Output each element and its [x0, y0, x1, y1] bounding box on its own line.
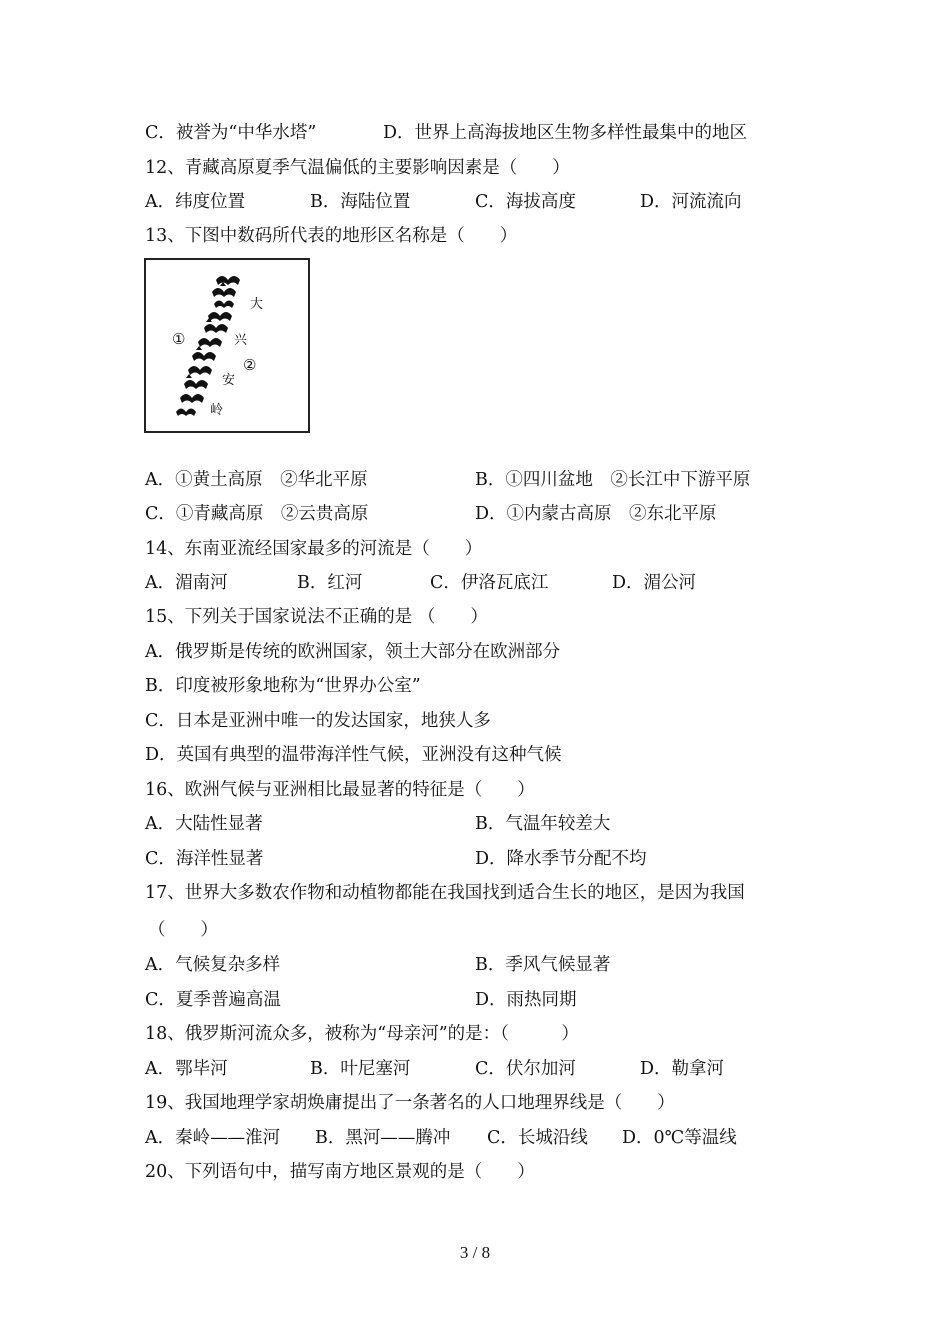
q13-option-a: A．①黄土高原 ②华北平原 — [145, 470, 368, 490]
q19-option-b: B．黑河——腾冲 — [315, 1128, 451, 1148]
q12-option-b: B．海陆位置 — [310, 192, 411, 212]
q16-option-b: B．气温年较差大 — [475, 814, 611, 834]
q20-stem: 20、下列语句中，描写南方地区景观的是（ ） — [145, 1162, 535, 1182]
q17-answer-paren: （ ） — [148, 920, 218, 940]
q12-option-a: A．纬度位置 — [145, 192, 246, 212]
q18-option-d: D．勒拿河 — [640, 1059, 725, 1079]
q12-option-d: D．河流流向 — [640, 192, 742, 212]
mountain-range-icon — [146, 260, 308, 431]
q14-option-a: A．湄南河 — [145, 573, 228, 593]
q14-option-b: B．红河 — [297, 573, 363, 593]
q15-option-b: B．印度被形象地称为“世界办公室” — [145, 676, 421, 696]
q15-option-c: C．日本是亚洲中唯一的发达国家，地狭人多 — [145, 711, 491, 731]
q15-option-a: A．俄罗斯是传统的欧洲国家，领土大部分在欧洲部分 — [145, 642, 561, 662]
q17-option-b: B．季风气候显著 — [475, 955, 611, 975]
q18-stem: 18、俄罗斯河流众多，被称为“母亲河”的是：（ ） — [145, 1024, 579, 1044]
q18-option-a: A．鄂毕河 — [145, 1059, 228, 1079]
q11-option-d: D．世界上高海拔地区生物多样性最集中的地区 — [383, 123, 748, 143]
range-char-4: 岭 — [210, 403, 224, 418]
q13-option-d: D．①内蒙古高原 ②东北平原 — [475, 504, 717, 524]
q11-option-c: C．被誉为“中华水塔” — [145, 123, 317, 143]
page-number: 3 / 8 — [459, 1243, 491, 1262]
q16-option-c: C．海洋性显著 — [145, 849, 264, 869]
q19-option-a: A．秦岭——淮河 — [145, 1128, 281, 1148]
q14-stem: 14、东南亚流经国家最多的河流是（ ） — [145, 539, 483, 559]
q16-stem: 16、欧洲气候与亚洲相比最显著的特征是（ ） — [145, 780, 535, 800]
q12-option-c: C．海拔高度 — [475, 192, 576, 212]
range-char-2: 兴 — [234, 333, 248, 348]
q17-option-d: D．雨热同期 — [475, 990, 577, 1010]
q14-option-d: D．湄公河 — [612, 573, 697, 593]
q16-option-a: A．大陆性显著 — [145, 814, 263, 834]
label-region-2: ② — [243, 356, 257, 374]
daxinganling-map-figure — [144, 258, 310, 433]
q14-option-c: C．伊洛瓦底江 — [430, 573, 549, 593]
q12-stem: 12、青藏高原夏季气温偏低的主要影响因素是（ ） — [145, 158, 570, 178]
q13-stem: 13、下图中数码所代表的地形区名称是（ ） — [145, 226, 518, 246]
q17-option-c: C．夏季普遍高温 — [145, 990, 281, 1010]
q19-stem: 19、我国地理学家胡焕庸提出了一条著名的人口地理界线是（ ） — [145, 1093, 675, 1113]
q18-option-c: C．伏尔加河 — [475, 1059, 576, 1079]
q13-option-b: B．①四川盆地 ②长江中下游平原 — [475, 470, 751, 490]
q15-stem: 15、下列关于国家说法不正确的是 （ ） — [145, 607, 488, 627]
q15-option-d: D．英国有典型的温带海洋性气候，亚洲没有这种气候 — [145, 745, 562, 765]
range-char-1: 大 — [250, 297, 264, 312]
q19-option-d: D．0℃等温线 — [622, 1128, 737, 1148]
q16-option-d: D．降水季节分配不均 — [475, 849, 647, 869]
q18-option-b: B．叶尼塞河 — [310, 1059, 411, 1079]
q17-stem: 17、世界大多数农作物和动植物都能在我国找到适合生长的地区，是因为我国 — [145, 883, 745, 903]
q17-option-a: A．气候复杂多样 — [145, 955, 281, 975]
q13-option-c: C．①青藏高原 ②云贵高原 — [145, 504, 369, 524]
range-char-3: 安 — [222, 373, 236, 388]
label-region-1: ① — [172, 330, 186, 348]
q19-option-c: C．长城沿线 — [487, 1128, 588, 1148]
